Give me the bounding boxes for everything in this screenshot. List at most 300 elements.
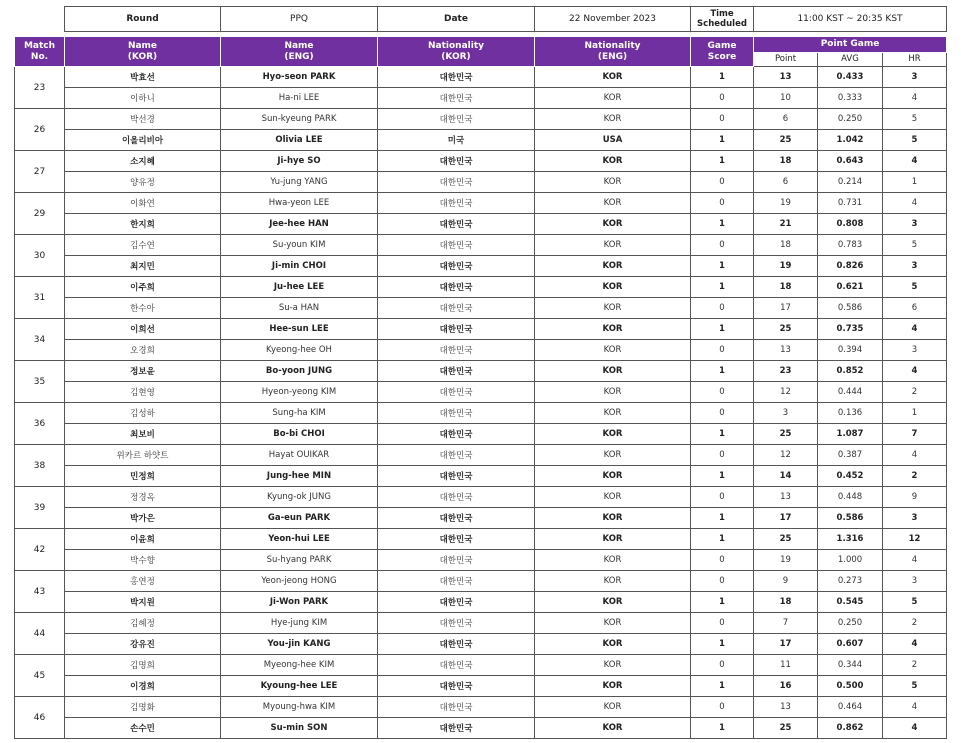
time-value: 11:00 KST ~ 20:35 KST [754,7,947,32]
player-avg: 0.448 [818,487,883,508]
player-name-kor: 정경옥 [65,487,221,508]
player-name-kor: 김명희 [65,655,221,676]
player-name-eng: Yu-jung YANG [221,172,378,193]
player-game-score: 0 [691,172,754,193]
player-hr: 5 [883,109,947,130]
table-row [15,361,947,382]
match-number: 36 [15,403,65,445]
player-point: 25 [754,718,818,739]
table-row [15,193,947,214]
player-hr: 4 [883,193,947,214]
player-nationality-eng: KOR [535,298,691,319]
player-nationality-kor: 대한민국 [378,319,535,340]
table-row [15,718,947,739]
player-point: 25 [754,319,818,340]
player-name-kor: 이올리비아 [65,130,221,151]
round-label: Round [65,7,221,32]
player-nationality-eng: KOR [535,340,691,361]
player-name-kor: 최보비 [65,424,221,445]
player-name-kor: 소지혜 [65,151,221,172]
header-match-no [15,37,65,67]
player-game-score: 0 [691,655,754,676]
player-avg: 0.545 [818,592,883,613]
player-hr: 3 [883,214,947,235]
player-nationality-kor: 대한민국 [378,466,535,487]
table-row [15,571,947,592]
player-name-eng: Jee-hee HAN [221,214,378,235]
player-avg: 1.042 [818,130,883,151]
player-point: 19 [754,193,818,214]
player-point: 13 [754,340,818,361]
player-name-eng: Ji-min CHOI [221,256,378,277]
table-row [15,172,947,193]
player-nationality-eng: KOR [535,361,691,382]
player-avg: 0.452 [818,466,883,487]
player-avg: 0.862 [818,718,883,739]
player-nationality-eng: KOR [535,403,691,424]
match-number: 30 [15,235,65,277]
player-point: 18 [754,277,818,298]
header-score-line2: Score [707,51,737,62]
player-game-score: 0 [691,613,754,634]
player-game-score: 1 [691,466,754,487]
player-avg: 0.387 [818,445,883,466]
player-name-eng: Su-hyang PARK [221,550,378,571]
player-name-kor: 오경희 [65,340,221,361]
player-name-kor: 박가은 [65,508,221,529]
player-hr: 4 [883,88,947,109]
player-game-score: 1 [691,361,754,382]
player-hr: 5 [883,277,947,298]
player-name-eng: Myeong-hee KIM [221,655,378,676]
player-nationality-eng: KOR [535,445,691,466]
player-hr: 12 [883,529,947,550]
player-point: 9 [754,571,818,592]
player-avg: 0.433 [818,67,883,88]
player-game-score: 0 [691,298,754,319]
player-name-eng: Su-youn KIM [221,235,378,256]
player-nationality-eng: USA [535,130,691,151]
player-nationality-kor: 대한민국 [378,298,535,319]
table-row [15,655,947,676]
player-nationality-eng: KOR [535,277,691,298]
player-name-eng: Kyoung-hee LEE [221,676,378,697]
table-row [15,256,947,277]
player-avg: 0.731 [818,193,883,214]
player-game-score: 1 [691,718,754,739]
player-hr: 5 [883,235,947,256]
player-hr: 4 [883,550,947,571]
player-name-eng: Su-a HAN [221,298,378,319]
table-row [15,403,947,424]
player-nationality-kor: 대한민국 [378,718,535,739]
player-game-score: 1 [691,67,754,88]
player-name-eng: Ju-hee LEE [221,277,378,298]
time-label-line1: Time [710,9,734,19]
table-row [15,508,947,529]
player-name-kor: 박수향 [65,550,221,571]
player-avg: 0.464 [818,697,883,718]
player-avg: 0.500 [818,676,883,697]
player-name-eng: Kyeong-hee OH [221,340,378,361]
player-nationality-eng: KOR [535,634,691,655]
player-hr: 6 [883,298,947,319]
player-nationality-kor: 대한민국 [378,277,535,298]
player-nationality-kor: 대한민국 [378,592,535,613]
player-avg: 0.136 [818,403,883,424]
player-name-kor: 정보윤 [65,361,221,382]
player-avg: 1.087 [818,424,883,445]
table-row [15,88,947,109]
table-row [15,592,947,613]
player-hr: 4 [883,151,947,172]
header-nat-eng-line2: (ENG) [597,51,628,62]
player-avg: 0.214 [818,172,883,193]
player-name-kor: 위카르 하얏트 [65,445,221,466]
player-name-kor: 이주희 [65,277,221,298]
header-nationality-eng [535,37,691,67]
player-name-eng: Myoung-hwa KIM [221,697,378,718]
player-nationality-kor: 대한민국 [378,676,535,697]
player-hr: 5 [883,592,947,613]
player-nationality-eng: KOR [535,424,691,445]
player-name-eng: Yeon-hui LEE [221,529,378,550]
player-name-eng: Olivia LEE [221,130,378,151]
match-number: 35 [15,361,65,403]
player-nationality-kor: 대한민국 [378,487,535,508]
match-number: 39 [15,487,65,529]
player-nationality-eng: KOR [535,382,691,403]
player-point: 10 [754,88,818,109]
player-nationality-eng: KOR [535,235,691,256]
player-name-eng: Jung-hee MIN [221,466,378,487]
player-game-score: 1 [691,151,754,172]
player-nationality-kor: 대한민국 [378,151,535,172]
player-nationality-eng: KOR [535,592,691,613]
player-point: 7 [754,613,818,634]
player-nationality-kor: 미국 [378,130,535,151]
match-number: 23 [15,67,65,109]
player-nationality-eng: KOR [535,214,691,235]
player-game-score: 1 [691,676,754,697]
player-point: 25 [754,130,818,151]
player-name-kor: 한수아 [65,298,221,319]
player-point: 13 [754,697,818,718]
player-nationality-kor: 대한민국 [378,508,535,529]
player-nationality-eng: KOR [535,613,691,634]
player-name-kor: 최지민 [65,256,221,277]
player-nationality-eng: KOR [535,508,691,529]
player-point: 18 [754,592,818,613]
player-game-score: 0 [691,550,754,571]
header-name-eng-line1: Name [284,40,314,51]
player-name-eng: Ji-Won PARK [221,592,378,613]
player-avg: 1.316 [818,529,883,550]
player-name-kor: 박지원 [65,592,221,613]
player-game-score: 0 [691,340,754,361]
player-nationality-kor: 대한민국 [378,445,535,466]
player-point: 3 [754,403,818,424]
match-number: 46 [15,697,65,739]
player-nationality-kor: 대한민국 [378,67,535,88]
player-name-eng: Kyung-ok JUNG [221,487,378,508]
header-nat-kor-line1: Nationality [428,40,484,51]
player-hr: 4 [883,634,947,655]
player-nationality-eng: KOR [535,67,691,88]
player-point: 18 [754,151,818,172]
table-row [15,529,947,550]
match-number: 44 [15,613,65,655]
header-nat-eng-line1: Nationality [584,40,641,51]
player-point: 12 [754,445,818,466]
player-nationality-kor: 대한민국 [378,571,535,592]
match-number: 31 [15,277,65,319]
player-avg: 0.444 [818,382,883,403]
header-name-eng-line2: (ENG) [284,51,314,62]
player-nationality-kor: 대한민국 [378,235,535,256]
player-nationality-eng: KOR [535,172,691,193]
player-name-eng: Bo-yoon JUNG [221,361,378,382]
player-nationality-kor: 대한민국 [378,88,535,109]
player-point: 25 [754,424,818,445]
table-row [15,487,947,508]
player-nationality-kor: 대한민국 [378,529,535,550]
player-nationality-kor: 대한민국 [378,634,535,655]
player-name-kor: 한지희 [65,214,221,235]
player-nationality-kor: 대한민국 [378,340,535,361]
header-name-kor-line1: Name [127,40,158,51]
player-hr: 2 [883,382,947,403]
player-avg: 0.826 [818,256,883,277]
player-nationality-eng: KOR [535,676,691,697]
player-nationality-eng: KOR [535,88,691,109]
player-name-kor: 김성하 [65,403,221,424]
player-point: 13 [754,487,818,508]
match-number: 34 [15,319,65,361]
round-value: PPQ [221,7,378,32]
player-game-score: 1 [691,592,754,613]
player-name-kor: 홍연정 [65,571,221,592]
player-avg: 0.586 [818,298,883,319]
player-hr: 4 [883,718,947,739]
player-hr: 4 [883,445,947,466]
player-name-kor: 김명화 [65,697,221,718]
player-game-score: 1 [691,508,754,529]
player-nationality-eng: KOR [535,529,691,550]
table-row [15,319,947,340]
header-nationality-kor [378,37,535,67]
player-nationality-eng: KOR [535,193,691,214]
player-point: 11 [754,655,818,676]
match-number: 29 [15,193,65,235]
player-game-score: 0 [691,571,754,592]
match-number: 38 [15,445,65,487]
table-row [15,298,947,319]
header-score-line1: Game [707,40,737,51]
player-nationality-kor: 대한민국 [378,655,535,676]
table-row [15,151,947,172]
table-row [15,382,947,403]
player-name-eng: Hyo-seon PARK [221,67,378,88]
player-point: 19 [754,550,818,571]
player-hr: 3 [883,67,947,88]
player-point: 23 [754,361,818,382]
date-label: Date [378,7,535,32]
player-game-score: 1 [691,277,754,298]
table-row [15,277,947,298]
table-row [15,550,947,571]
table-row [15,613,947,634]
player-point: 6 [754,172,818,193]
player-nationality-eng: KOR [535,718,691,739]
table-row [15,130,947,151]
player-nationality-kor: 대한민국 [378,613,535,634]
player-game-score: 0 [691,403,754,424]
player-name-kor: 김수연 [65,235,221,256]
player-hr: 3 [883,508,947,529]
player-hr: 3 [883,340,947,361]
player-name-kor: 김현영 [65,382,221,403]
header-nat-kor-line2: (KOR) [441,51,471,62]
header-game-score [691,37,754,67]
player-avg: 0.808 [818,214,883,235]
player-game-score: 1 [691,130,754,151]
player-name-kor: 강유진 [65,634,221,655]
player-name-eng: Ga-eun PARK [221,508,378,529]
player-nationality-kor: 대한민국 [378,214,535,235]
player-hr: 1 [883,172,947,193]
player-point: 17 [754,298,818,319]
player-name-kor: 이경희 [65,676,221,697]
player-avg: 0.735 [818,319,883,340]
player-hr: 4 [883,697,947,718]
player-avg: 0.783 [818,235,883,256]
player-nationality-eng: KOR [535,550,691,571]
player-hr: 5 [883,130,947,151]
player-avg: 0.394 [818,340,883,361]
player-game-score: 0 [691,382,754,403]
time-label-line2: Scheduled [697,19,747,29]
player-hr: 7 [883,424,947,445]
match-number: 45 [15,655,65,697]
table-row [15,340,947,361]
player-avg: 0.643 [818,151,883,172]
player-name-kor: 박효선 [65,67,221,88]
table-row [15,634,947,655]
player-avg: 0.586 [818,508,883,529]
header-avg: AVG [818,53,883,67]
player-point: 19 [754,256,818,277]
header-match-line2: No. [30,51,49,62]
player-game-score: 1 [691,634,754,655]
player-avg: 0.621 [818,277,883,298]
table-row [15,424,947,445]
player-game-score: 1 [691,319,754,340]
player-point: 14 [754,466,818,487]
player-name-kor: 이화연 [65,193,221,214]
player-point: 17 [754,634,818,655]
player-nationality-eng: KOR [535,655,691,676]
player-game-score: 1 [691,424,754,445]
player-nationality-eng: KOR [535,319,691,340]
player-game-score: 0 [691,697,754,718]
header-hr: HR [883,53,947,67]
player-name-eng: Bo-bi CHOI [221,424,378,445]
time-scheduled-label [691,7,754,32]
player-nationality-eng: KOR [535,109,691,130]
match-number: 27 [15,151,65,193]
player-point: 18 [754,235,818,256]
player-hr: 2 [883,613,947,634]
player-nationality-kor: 대한민국 [378,403,535,424]
header-name-kor [65,37,221,67]
player-name-eng: Ji-hye SO [221,151,378,172]
player-name-eng: You-jin KANG [221,634,378,655]
player-name-kor: 이희선 [65,319,221,340]
header-point: Point [754,53,818,67]
header-match-line1: Match [23,40,56,51]
player-nationality-eng: KOR [535,571,691,592]
header-name-eng [221,37,378,67]
player-name-kor: 손수민 [65,718,221,739]
player-game-score: 0 [691,193,754,214]
player-nationality-kor: 대한민국 [378,424,535,445]
table-row [15,466,947,487]
player-point: 13 [754,67,818,88]
player-name-eng: Sun-kyeung PARK [221,109,378,130]
player-name-eng: Hyeon-yeong KIM [221,382,378,403]
player-name-eng: Hwa-yeon LEE [221,193,378,214]
player-point: 21 [754,214,818,235]
player-hr: 3 [883,571,947,592]
player-nationality-kor: 대한민국 [378,550,535,571]
player-game-score: 0 [691,235,754,256]
player-hr: 3 [883,256,947,277]
player-avg: 0.607 [818,634,883,655]
player-nationality-eng: KOR [535,487,691,508]
player-name-eng: Yeon-jeong HONG [221,571,378,592]
player-name-eng: Sung-ha KIM [221,403,378,424]
header-point-game: Point Game [754,37,947,53]
player-hr: 2 [883,655,947,676]
player-game-score: 1 [691,529,754,550]
player-name-kor: 김혜정 [65,613,221,634]
player-game-score: 0 [691,445,754,466]
table-row [15,445,947,466]
table-row [15,235,947,256]
player-nationality-eng: KOR [535,151,691,172]
player-hr: 5 [883,676,947,697]
player-hr: 4 [883,319,947,340]
player-point: 12 [754,382,818,403]
player-avg: 0.250 [818,613,883,634]
table-row [15,109,947,130]
match-number: 26 [15,109,65,151]
match-number: 43 [15,571,65,613]
player-nationality-kor: 대한민국 [378,382,535,403]
player-game-score: 1 [691,256,754,277]
player-hr: 1 [883,403,947,424]
player-nationality-kor: 대한민국 [378,256,535,277]
date-value: 22 November 2023 [535,7,691,32]
table-row [15,214,947,235]
player-point: 6 [754,109,818,130]
player-avg: 0.250 [818,109,883,130]
player-name-kor: 박선경 [65,109,221,130]
results-body [15,67,947,739]
player-point: 25 [754,529,818,550]
player-avg: 1.000 [818,550,883,571]
